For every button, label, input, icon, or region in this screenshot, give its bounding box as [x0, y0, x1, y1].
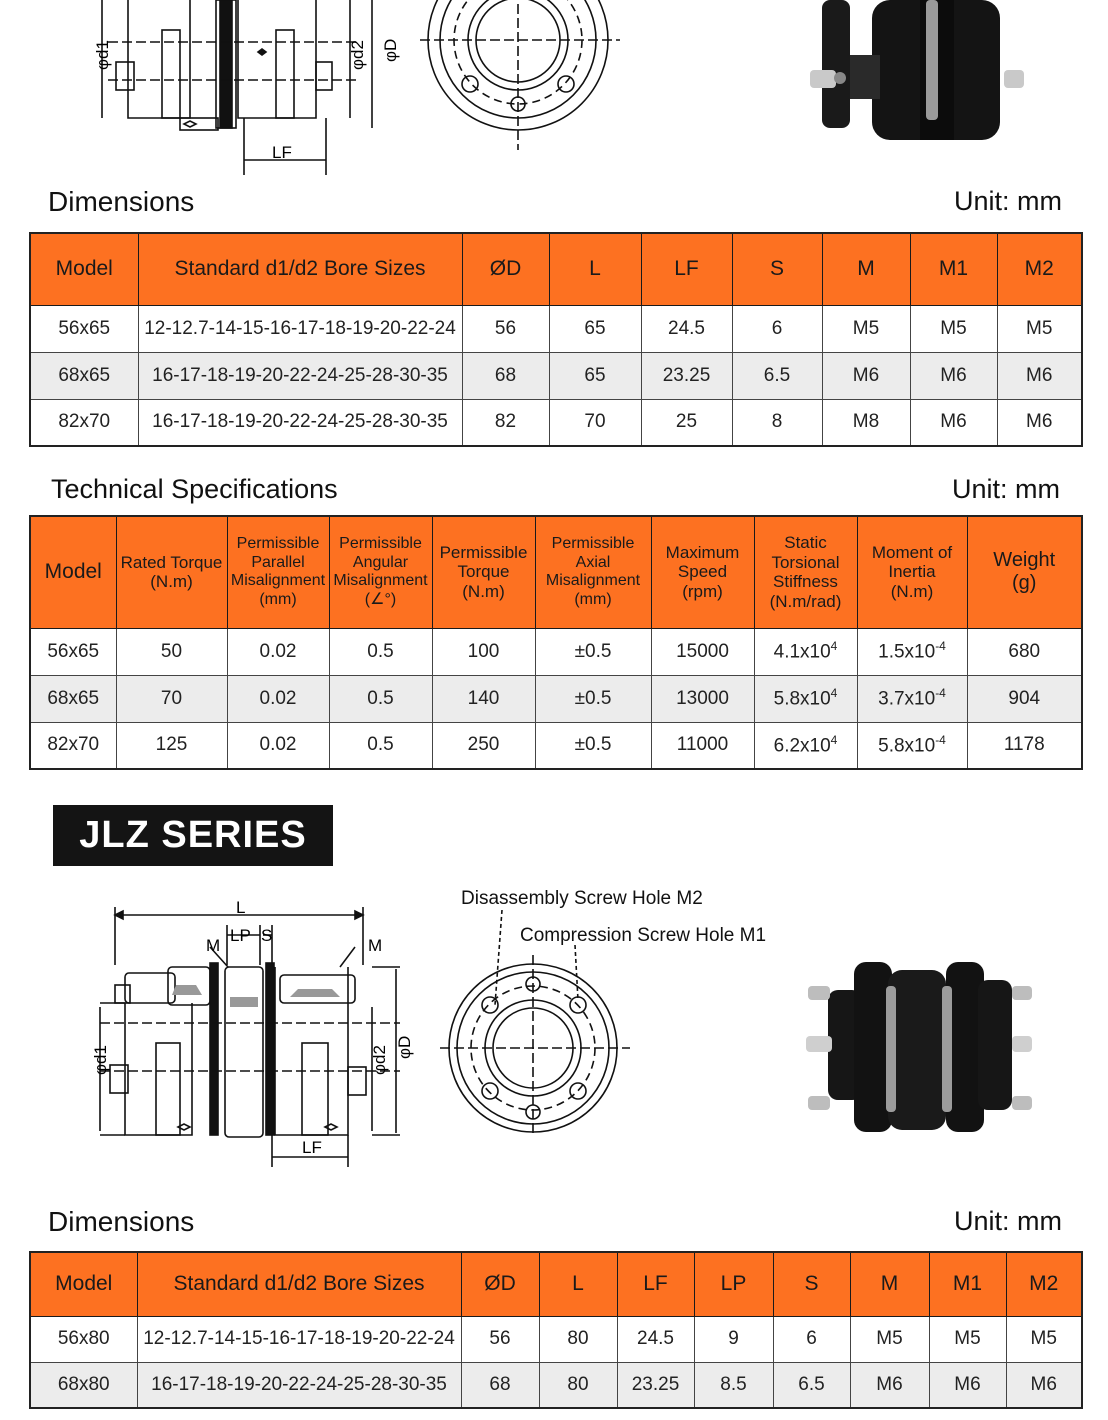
table-row — [30, 1362, 1082, 1408]
jlz-product-photo — [798, 950, 1038, 1140]
table-cell: 250 — [432, 722, 535, 769]
table-cell: 1178 — [967, 722, 1082, 769]
tech-specs-title: Technical Specifications — [51, 474, 338, 504]
dim-header-lf: LF — [641, 233, 732, 305]
jlz-dimensions-title: Dimensions — [48, 1206, 195, 1237]
table-cell: 50 — [116, 628, 227, 675]
table-cell: 6 — [732, 305, 822, 352]
table-cell: 23.25 — [617, 1362, 694, 1408]
table-cell: 0.02 — [227, 722, 329, 769]
table-cell: 904 — [967, 675, 1082, 722]
table-cell: $5.8x10^4$ — [754, 675, 857, 722]
dim-header-m1: M1 — [910, 233, 997, 305]
table-cell: 82x70 — [30, 722, 116, 769]
dim-header-m2: M2 — [997, 233, 1082, 305]
jlz-header-s: S — [773, 1252, 850, 1316]
table-cell: 11000 — [651, 722, 754, 769]
table-cell: M6 — [1006, 1362, 1082, 1408]
tech-header-rated-torque: Rated Torque (N.m) — [116, 516, 227, 628]
top-front-drawing — [420, 0, 620, 150]
top-d2-label: φd2 — [348, 40, 367, 70]
tech-specs-unit: Unit: mm — [952, 474, 1060, 504]
table-cell: 65 — [549, 305, 641, 352]
table-cell: 12-12.7-14-15-16-17-18-19-20-22-24 — [138, 305, 462, 352]
jlz-M-right-label: M — [368, 936, 383, 955]
table-cell: 0.5 — [329, 722, 432, 769]
table-cell: ±0.5 — [535, 675, 651, 722]
dim-header-bore: Standard d1/d2 Bore Sizes — [138, 233, 462, 305]
jlz-header-lp: LP — [694, 1252, 773, 1316]
table-cell: 0.5 — [329, 628, 432, 675]
top-lf-label: LF — [272, 143, 292, 162]
tech-header-torque: Permissible Torque (N.m) — [432, 516, 535, 628]
table-cell: 6 — [773, 1316, 850, 1362]
table-cell: M6 — [997, 399, 1082, 446]
table-cell: 65 — [549, 352, 641, 399]
tech-header-weight: Weight (g) — [967, 516, 1082, 628]
table-cell: M5 — [910, 305, 997, 352]
jlz-L-label: L — [236, 898, 246, 917]
table-cell: M6 — [850, 1362, 929, 1408]
tech-header-inertia: Moment of Inertia (N.m) — [857, 516, 967, 628]
jlz-side-drawing — [80, 895, 430, 1175]
table-cell: 6.5 — [773, 1362, 850, 1408]
table-cell: 68x65 — [30, 675, 116, 722]
tech-header-parallel: Permissible Parallel Misalignment (mm) — [227, 516, 329, 628]
table-cell: 13000 — [651, 675, 754, 722]
dim-header-l: L — [549, 233, 641, 305]
table-cell: 70 — [116, 675, 227, 722]
table-row — [30, 628, 1082, 675]
table-cell: M6 — [997, 352, 1082, 399]
table-cell: $6.2x10^4$ — [754, 722, 857, 769]
table-cell: 56 — [461, 1316, 539, 1362]
tech-header-angular: Permissible Angular Misalignment (∠°) — [329, 516, 432, 628]
table-cell: 9 — [694, 1316, 773, 1362]
top-side-drawing — [80, 0, 410, 180]
table-cell: $4.1x10^4$ — [754, 628, 857, 675]
table-cell: 56 — [462, 305, 549, 352]
table-cell: 82x70 — [30, 399, 138, 446]
table-cell: 0.5 — [329, 675, 432, 722]
table-cell: 56x65 — [30, 305, 138, 352]
table-cell: 68x65 — [30, 352, 138, 399]
tech-header-speed: Maximum Speed (rpm) — [651, 516, 754, 628]
dimensions-title: Dimensions — [48, 186, 195, 217]
dimensions-table — [29, 232, 1083, 447]
table-cell: ±0.5 — [535, 722, 651, 769]
table-row — [30, 675, 1082, 722]
jlz-front-drawing — [440, 905, 640, 1135]
table-cell: 16-17-18-19-20-22-24-25-28-30-35 — [138, 352, 462, 399]
table-cell: $5.8x10^{-4}$ — [857, 722, 967, 769]
jlz-header-l: L — [539, 1252, 617, 1316]
table-cell: 680 — [967, 628, 1082, 675]
table-cell: 8.5 — [694, 1362, 773, 1408]
table-cell: M5 — [822, 305, 910, 352]
table-cell: M5 — [929, 1316, 1006, 1362]
table-cell: M5 — [850, 1316, 929, 1362]
jlz-series-badge: JLZ SERIES — [53, 805, 333, 866]
jlz-lf-label: LF — [302, 1138, 322, 1157]
table-row — [30, 305, 1082, 352]
table-cell: 0.02 — [227, 675, 329, 722]
dim-header-s: S — [732, 233, 822, 305]
tech-header-model: Model — [30, 516, 116, 628]
top-d1-label: φd1 — [93, 40, 112, 70]
table-row — [30, 352, 1082, 399]
table-cell: 70 — [549, 399, 641, 446]
jlz-header-model: Model — [30, 1252, 137, 1316]
jlz-header-m1: M1 — [929, 1252, 1006, 1316]
table-cell: M5 — [1006, 1316, 1082, 1362]
jlz-header-m2: M2 — [1006, 1252, 1082, 1316]
jlz-d1-label: φd1 — [91, 1045, 110, 1075]
tech-specs-table — [29, 515, 1083, 770]
jlz-d2-label: φd2 — [370, 1045, 389, 1075]
table-row — [30, 399, 1082, 446]
tech-header-row — [30, 516, 1082, 628]
table-cell: 24.5 — [617, 1316, 694, 1362]
table-cell: 25 — [641, 399, 732, 446]
table-cell: 125 — [116, 722, 227, 769]
table-cell: 24.5 — [641, 305, 732, 352]
dimensions-unit: Unit: mm — [954, 186, 1062, 216]
table-cell: M6 — [822, 352, 910, 399]
table-cell: 100 — [432, 628, 535, 675]
tech-header-stiffness: Static Torsional Stiffness (N.m/rad) — [754, 516, 857, 628]
table-cell: 12-12.7-14-15-16-17-18-19-20-22-24 — [137, 1316, 461, 1362]
jlz-header-lf: LF — [617, 1252, 694, 1316]
table-cell: $3.7x10^{-4}$ — [857, 675, 967, 722]
jlz-header-m: M — [850, 1252, 929, 1316]
table-cell: 15000 — [651, 628, 754, 675]
table-cell: 56x65 — [30, 628, 116, 675]
table-cell: 23.25 — [641, 352, 732, 399]
table-cell: 8 — [732, 399, 822, 446]
jlz-header-bore: Standard d1/d2 Bore Sizes — [137, 1252, 461, 1316]
table-cell: 80 — [539, 1316, 617, 1362]
dim-header-m: M — [822, 233, 910, 305]
table-row — [30, 722, 1082, 769]
table-cell: 6.5 — [732, 352, 822, 399]
jlz-D-label: φD — [395, 1035, 414, 1059]
table-cell: $1.5x10^{-4}$ — [857, 628, 967, 675]
dim-header-model: Model — [30, 233, 138, 305]
table-cell: M6 — [929, 1362, 1006, 1408]
table-cell: M6 — [910, 399, 997, 446]
callout-disassembly-hole: Disassembly Screw Hole M2 — [461, 888, 703, 909]
jlz-dimensions-table — [29, 1251, 1083, 1409]
table-cell: ±0.5 — [535, 628, 651, 675]
callout-compression-hole: Compression Screw Hole M1 — [520, 925, 767, 946]
top-product-photo — [800, 0, 1030, 150]
table-cell: M8 — [822, 399, 910, 446]
table-cell: 0.02 — [227, 628, 329, 675]
jlz-dimensions-unit: Unit: mm — [954, 1206, 1062, 1236]
table-cell: M6 — [910, 352, 997, 399]
table-cell: 82 — [462, 399, 549, 446]
table-cell: 68 — [462, 352, 549, 399]
top-D-label: φD — [381, 38, 400, 62]
table-cell: 68 — [461, 1362, 539, 1408]
jlz-LP-label: LP — [230, 926, 251, 945]
jlz-S-label: S — [261, 926, 273, 945]
table-cell: 16-17-18-19-20-22-24-25-28-30-35 — [137, 1362, 461, 1408]
table-cell: 16-17-18-19-20-22-24-25-28-30-35 — [138, 399, 462, 446]
table-cell: 56x80 — [30, 1316, 137, 1362]
table-cell: 68x80 — [30, 1362, 137, 1408]
table-cell: 80 — [539, 1362, 617, 1408]
table-row — [30, 1316, 1082, 1362]
table-cell: M5 — [997, 305, 1082, 352]
tech-header-axial: Permissible Axial Misalignment (mm) — [535, 516, 651, 628]
table-cell: 140 — [432, 675, 535, 722]
dim-header-od: ØD — [462, 233, 549, 305]
jlz-M-label: M — [206, 936, 221, 955]
jlz-header-od: ØD — [461, 1252, 539, 1316]
